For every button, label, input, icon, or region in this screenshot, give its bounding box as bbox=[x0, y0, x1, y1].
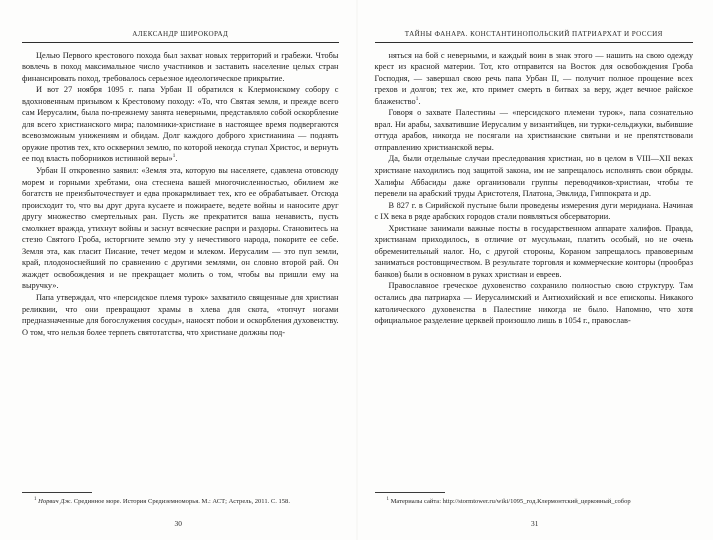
left-body-text bbox=[22, 50, 339, 339]
paragraph: Христиане занимали важные посты в государственном аппарате халифов. Правда, христианам приходилось, в отличие от мусульман, платить особый, но не очень обременительный налог. Но, с другой стороны, Кораном запрещалось правоверным заниматься ростовщичеством. В результате торговля и коммерческие конторы (прообраз банков) были в основном в руках христиан и евреев. bbox=[374, 223, 693, 279]
right-footnote bbox=[375, 497, 694, 506]
paragraph: няться на бой с неверными, и каждый воин в знак этого — нашить на свою одежду крест из красной материи. Тот, кто отправится на Восток для освобождения Гроба Господня, — завершал свою речь папа Урбан II, — получит полное прощение всех грехов и долгов; тех же, кто примет смерть в битвах за веру, ждет вечное райское блаженство$^1$. bbox=[374, 50, 693, 106]
paragraph-text: няться на бой с неверными, и каждый воин в знак этого — нашить на свою одежду крест из красной материи. Тот, кто отправится на Восток для освобождения Гроба Господня, — завершал свою речь папа Урбан II, — получит полное прощение всех грехов и долгов; тех же, кто примет смерть в битвах за веру, ждет вечное райское блаженство bbox=[374, 50, 693, 106]
right-footnote-zone bbox=[375, 492, 694, 506]
left-footnote-rule bbox=[22, 492, 92, 493]
right-page bbox=[357, 0, 713, 540]
paragraph: И вот 27 ноября 1095 г. папа Урбан II обратился к Клермонскому собору с вдохновенным призывом к Крестовому походу: «То, что Святая земля, и прежде всего сам Иерусалим, была по-прежнему занята неверными, представляло собой оскорбление для всего христианского мира; паломники-христиане в настоящее время подвергаются всевозможным унижениям и обидам. Долг каждого доброго христианина — поднять оружие против тех, кто осквернил землю, по которой некогда ступал Христос, и вернуть ее под власть поборников истинной веры»$^1$. bbox=[22, 85, 339, 164]
footnote-indent bbox=[375, 498, 387, 505]
paragraph: Урбан II откровенно заявил: «Земля эта, которую вы населяете, сдавлена отовсюду морем и горными хребтами, она стеснена вашей многочисленностью, обилием же богатств не преизбыточествует и едва прокармливает тех, кто ее обрабатывает. Отсюда происходит то, что вы друг друга кусаете и пожираете, ведете войны и наносите друг другу множество смертельных ран. Пусть же прекратится ваша ненависть, пусть смолкнет вражда, утихнут войны и заснут всяческие распри и раздоры. Становитесь на стезю Святого Гроба, исторгните землю эту у нечестивого народа, покорите ее себе. Земля эта, как гласит Писание, течет медом и млеком. Иерусалим — это пуп земли, край, плодоноснейший по сравнению с другими землями, он словно второй рай. Он жаждет освобождения и не прекращает молить о том, чтобы вы пришли ему на выручку». bbox=[22, 165, 339, 291]
paragraph: Целью Первого крестового похода был захват новых территорий и грабежи. Чтобы вовлечь в поход максимальное число участников и заставить население целых стран финансировать поход, требовалось серьезное идеологическое прикрытие. bbox=[22, 50, 339, 83]
footnote-source: Срединное море. История Средиземноморья. М.: АСТ; Астрель, 2011. С. 158. bbox=[72, 497, 290, 505]
paragraph: В 827 г. в Сирийской пустыне были проведены измерения дуги меридиана. Начиная с IX века в ряде арабских городов стали появляться обсерватории. bbox=[374, 200, 693, 222]
right-running-head: ТАЙНЫ ФАНАРА. КОНСТАНТИНОПОЛЬСКИЙ ПАТРИАРХАТ И РОССИЯ bbox=[404, 30, 663, 38]
paragraph: Да, были отдельные случаи преследования христиан, но в целом в VIII—XII веках христиане находились под защитой закона, им не запрещалось исполнять свои обряды. Халифы Аббасиды даже организовали группы переводчиков-христиан, чтобы те перевели на арабский труды Аристотеля, Платона, Эвклида, Гиппократа и др. bbox=[374, 154, 693, 199]
footnote-marker: 1 bbox=[386, 496, 389, 502]
right-footnote-rule bbox=[375, 492, 445, 493]
paragraph: Говоря о захвате Палестины — «персидского племени турок», папа сознательно врал. Ни арабы, захватившие Иерусалим у византийцев, ни турки-сельджуки, выбившие оттуда арабов, никогда не посягали на христианские святыни и не препятствовали отправлению христианской веры. bbox=[374, 108, 693, 152]
paragraph-text: И вот 27 ноября 1095 г. папа Урбан II обратился к Клермонскому собору с вдохновенным призывом к Крестовому походу: «То, что Святая земля, и прежде всего сам Иерусалим, была по-прежнему занята неверными, представляло собой оскорбление для всего христианского мира; паломники-христиане в настоящее время подвергаются всевозможным унижениям и обидам. Долг каждого доброго христианина — поднять оружие против тех, кто осквернил землю, по которой некогда ступал Христос, и вернуть ее под власть поборников истинной веры» bbox=[22, 85, 339, 164]
left-footnote-zone bbox=[22, 492, 339, 506]
paragraph: Православное греческое духовенство сохранило полностью свою структуру. Там остались два патриарха — Иерусалимский и Антиохийский и все епископы. Никакого католического духовенства в Палестине никогда не было. Напомню, что хотя официальное разделение церквей произошло лишь в 1054 г., православ- bbox=[374, 281, 693, 326]
footnote-indent bbox=[22, 496, 37, 505]
footnote-reference: 1 bbox=[415, 95, 419, 102]
right-header-rule bbox=[375, 42, 694, 43]
footnote-reference: 1 bbox=[172, 153, 176, 160]
footnote-marker: 1 bbox=[34, 496, 37, 502]
paragraph: Папа утверждал, что «персидское племя турок» захватило священные для христиан реликвии, что они превращают храмы в хлева для скота, «топчут ногами предназначенные для богослужения сосуды», наносят побои и оскорбления духовенству. О том, что нельзя более терпеть святотатства, что христиане должны под- bbox=[22, 292, 339, 337]
footnote-author: Норвич Дж. bbox=[38, 497, 73, 505]
left-header-rule bbox=[22, 42, 339, 43]
right-page-number: 31 bbox=[531, 519, 539, 528]
left-footnote bbox=[22, 497, 339, 506]
footnote-source: Материалы сайта: http://stormtower.ru/wiki/1095_год.Клермонтский_церковный_собор bbox=[390, 497, 631, 505]
left-running-head: АЛЕКСАНДР ШИРОКОРАД bbox=[132, 30, 229, 38]
left-page-number: 30 bbox=[174, 519, 182, 528]
right-body-text bbox=[375, 50, 694, 327]
